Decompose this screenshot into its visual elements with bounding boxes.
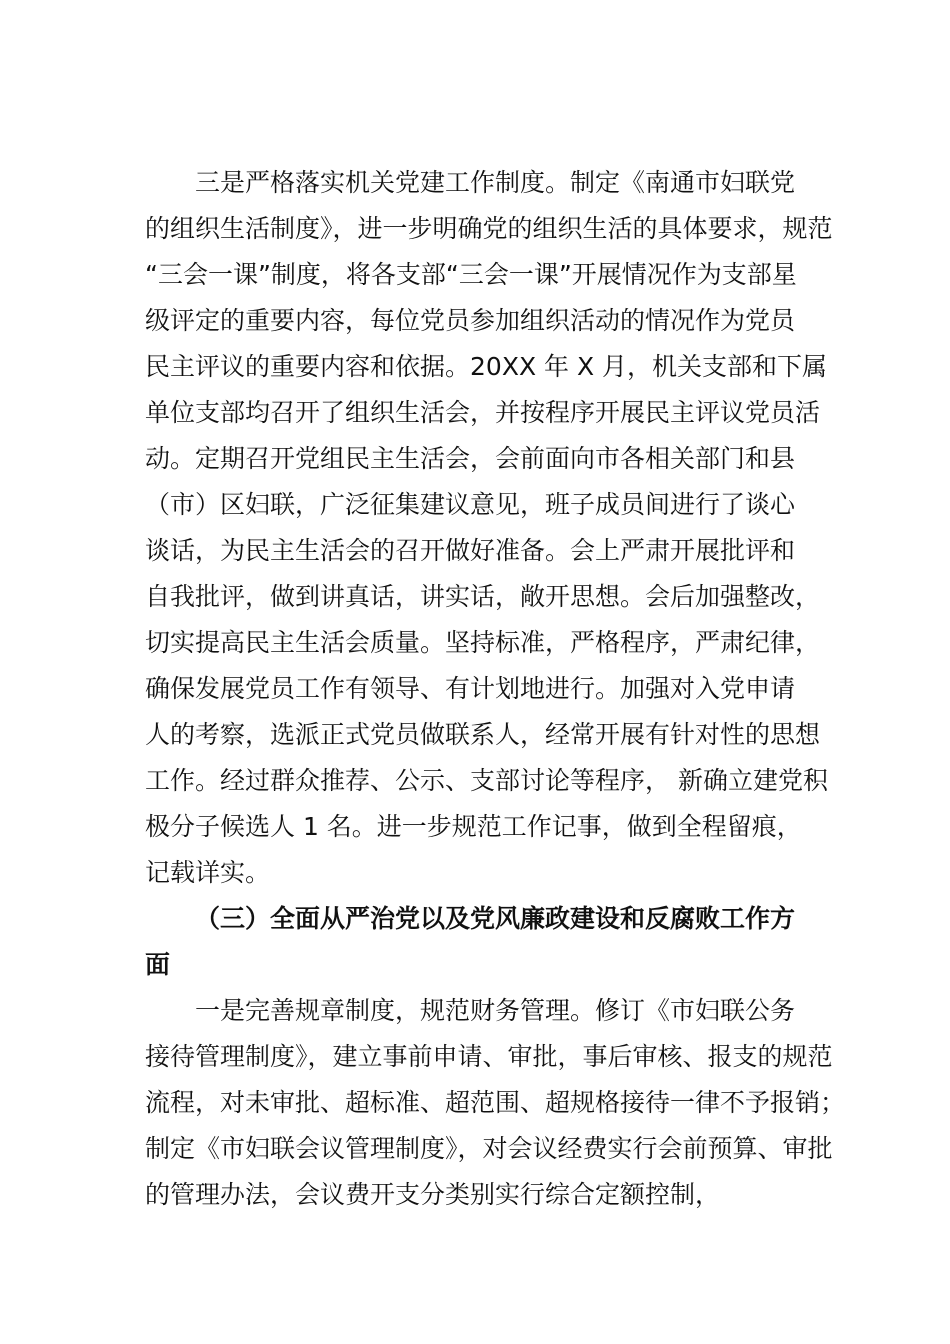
- paragraph-1-line-4: 级评定的重要内容，每位党员参加组织活动的情况作为党员: [145, 306, 796, 335]
- paragraph-1-line-12: 确保发展党员工作有领导、有计划地进行。加强对入党申请: [145, 674, 796, 703]
- paragraph-1-line-7: 动。定期召开党组民主生活会，会前面向市各相关部门和县: [145, 444, 796, 473]
- paragraph-2-line-4: 制定《市妇联会议管理制度》，对会议经费实行会前预算、审批: [145, 1134, 833, 1163]
- paragraph-1-line-14: 工作。经过群众推荐、公示、支部讨论等程序， 新确立建党积: [145, 766, 828, 795]
- paragraph-2-line-5: 的管理办法，会议费开支分类别实行综合定额控制，: [145, 1180, 721, 1209]
- section-heading-line-2: 面: [145, 950, 171, 979]
- paragraph-1-line-16: 记载详实。: [145, 858, 271, 887]
- paragraph-1-line-8: （市）区妇联，广泛征集建议意见，班子成员间进行了谈心: [145, 490, 796, 519]
- paragraph-1-line-3: “三会一课”制度，将各支部“三会一课”开展情况作为支部星: [145, 260, 797, 289]
- paragraph-1-line-15: 极分子候选人 1 名。进一步规范工作记事，做到全程留痕，: [145, 812, 802, 841]
- paragraph-1-line-1: 三是严格落实机关党建工作制度。制定《南通市妇联党: [195, 168, 796, 197]
- paragraph-1-line-11: 切实提高民主生活会质量。坚持标准，严格程序，严肃纪律，: [145, 628, 821, 657]
- paragraph-1-line-5: 民主评议的重要内容和依据。20XX 年 X 月，机关支部和下属: [145, 352, 828, 381]
- paragraph-2-line-3: 流程，对未审批、超标准、超范围、超规格接待一律不予报销；: [145, 1088, 846, 1117]
- paragraph-1-line-6: 单位支部均召开了组织生活会，并按程序开展民主评议党员活: [145, 398, 821, 427]
- paragraph-2-line-1: 一是完善规章制度，规范财务管理。修订《市妇联公务: [195, 996, 796, 1025]
- paragraph-1-line-2: 的组织生活制度》，进一步明确党的组织生活的具体要求，规范: [145, 214, 833, 243]
- paragraph-1-line-13: 人的考察，选派正式党员做联系人，经常开展有针对性的思想: [145, 720, 821, 749]
- section-heading-line-1: （三）全面从严治党以及党风廉政建设和反腐败工作方: [195, 904, 796, 933]
- paragraph-2-line-2: 接待管理制度》，建立事前申请、审批，事后审核、报支的规范: [145, 1042, 833, 1071]
- paragraph-1-line-10: 自我批评，做到讲真话，讲实话，敞开思想。会后加强整改，: [145, 582, 821, 611]
- paragraph-1-line-9: 谈话，为民主生活会的召开做好准备。会上严肃开展批评和: [145, 536, 796, 565]
